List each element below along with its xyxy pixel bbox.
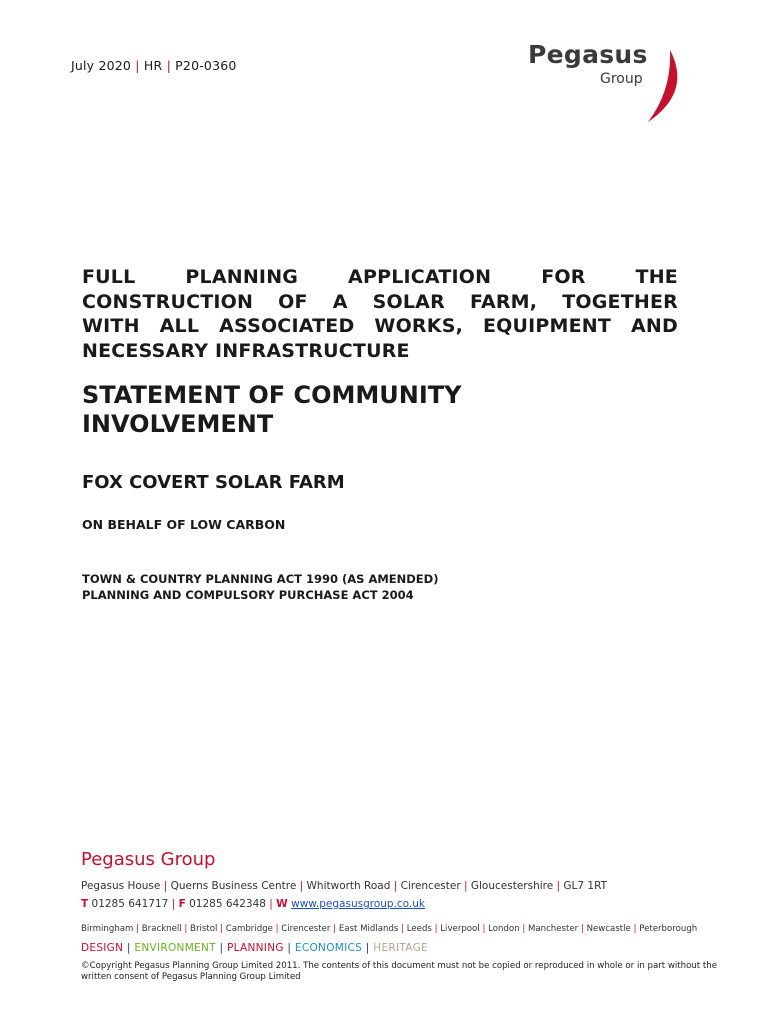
separator: | [123, 942, 135, 954]
office-location: Manchester [527, 924, 579, 934]
separator: | [519, 924, 528, 934]
site-name: FOX COVERT SOLAR FARM [82, 472, 345, 493]
separator: | [160, 880, 171, 892]
office-location: Bristol [190, 924, 218, 934]
separator: | [479, 924, 489, 934]
separator: | [135, 58, 140, 73]
web-key: W [276, 898, 288, 910]
pegasus-logo [520, 40, 680, 124]
footer-offices [81, 924, 697, 934]
client-name: ON BEHALF OF LOW CARBON [82, 517, 286, 532]
document-title-line: INVOLVEMENT [82, 410, 274, 438]
address-part: GL7 1RT [563, 880, 608, 892]
separator: | [398, 924, 407, 934]
office-location: London [488, 924, 520, 934]
office-location: Cirencester [281, 924, 331, 934]
separator: | [133, 924, 142, 934]
address-part: Gloucestershire [470, 880, 554, 892]
address-part: Pegasus House [81, 880, 161, 892]
title-line: WITH ALL ASSOCIATED WORKS, EQUIPMENT AND [82, 315, 678, 337]
service-planning: PLANNING [226, 942, 284, 954]
document-date: July 2020 [71, 58, 132, 73]
separator: | [215, 942, 227, 954]
reference-number: P20-0360 [175, 58, 237, 73]
footer-services [81, 942, 428, 954]
document-title-line: STATEMENT OF COMMUNITY [82, 381, 462, 409]
footer-brand: Pegasus Group [81, 849, 216, 870]
separator: | [578, 924, 587, 934]
title-line: FULL PLANNING APPLICATION FOR THE [82, 266, 678, 288]
office-location: Newcastle [586, 924, 631, 934]
logo-sub: Group [600, 71, 643, 87]
office-location: East Midlands [338, 924, 399, 934]
separator: | [181, 924, 191, 934]
title-line: NECESSARY INFRASTRUCTURE [82, 339, 410, 362]
office-location: Birmingham [81, 924, 134, 934]
footer-contacts: T 01285 641717 | F 01285 642348 | W www.pegasusgroup.co.uk [81, 898, 425, 910]
title-line: CONSTRUCTION OF A SOLAR FARM, TOGETHER [82, 290, 678, 313]
office-location: Leeds [406, 924, 432, 934]
service-heritage: HERITAGE [373, 942, 428, 954]
separator: | [272, 924, 282, 934]
separator: | [166, 58, 171, 73]
service-economics: ECONOMICS [294, 942, 363, 954]
website-link[interactable]: www.pegasusgroup.co.uk [291, 898, 425, 910]
separator: | [362, 942, 374, 954]
logo-name: Pegasus [528, 40, 648, 69]
copyright-notice: ©Copyright Pegasus Planning Group Limited 2011. The contents of this document must not be copied or reproduced in whole or in part without the written consent of Pegasus Planning Group Limited [81, 961, 718, 982]
address-part: Cirencester [400, 880, 461, 892]
separator: | [330, 924, 339, 934]
service-design: DESIGN [81, 942, 124, 954]
fax-key: F [178, 898, 186, 910]
document-reference [71, 58, 237, 73]
address-part: Querns Business Centre [170, 880, 297, 892]
document-title [82, 381, 642, 439]
legislation-act: TOWN & COUNTRY PLANNING ACT 1990 (AS AMENDED) [82, 572, 439, 586]
address-part: Whitworth Road [306, 880, 391, 892]
office-location: Peterborough [639, 924, 698, 934]
footer-address [81, 880, 607, 892]
separator: | [217, 924, 226, 934]
separator: | [283, 942, 295, 954]
office-location: Cambridge [225, 924, 273, 934]
separator: | [630, 924, 640, 934]
application-title [82, 265, 678, 363]
separator: | [431, 924, 441, 934]
office-location: Liverpool [440, 924, 480, 934]
separator: | [390, 880, 401, 892]
office-location: Bracknell [141, 924, 182, 934]
author-initials: HR [143, 58, 163, 73]
phone-key: T [81, 898, 89, 910]
phone-number: 01285 641717 [91, 898, 169, 910]
separator: | [553, 880, 564, 892]
legislation-act: PLANNING AND COMPULSORY PURCHASE ACT 2004 [82, 588, 414, 602]
separator: | [296, 880, 307, 892]
fax-number: 01285 642348 [189, 898, 266, 910]
service-environment: ENVIRONMENT [134, 942, 216, 954]
separator: | [460, 880, 471, 892]
